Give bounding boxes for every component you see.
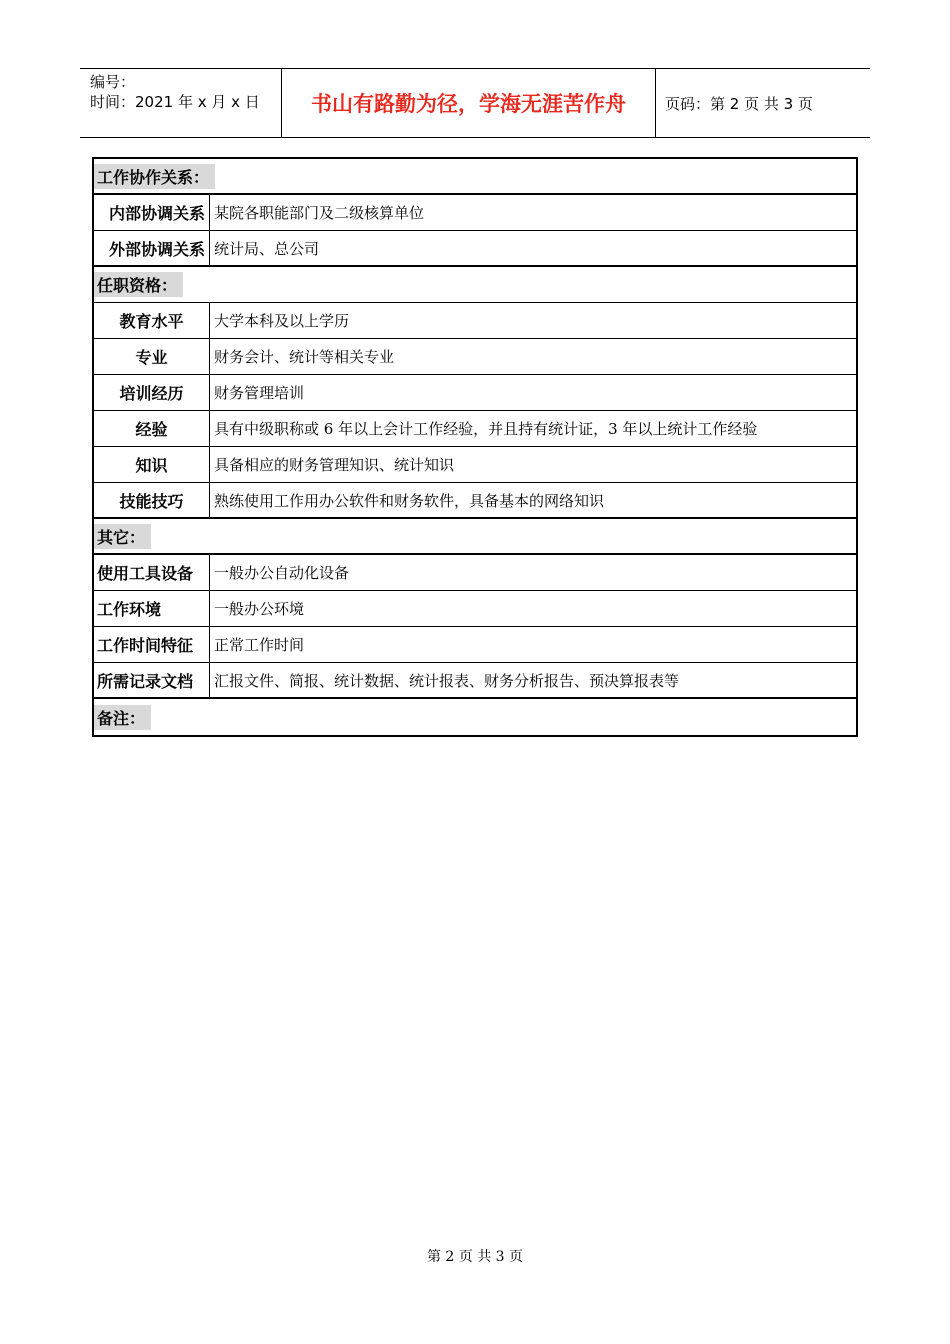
table-row bbox=[94, 591, 856, 627]
row-value: 财务会计、统计等相关专业 bbox=[214, 348, 395, 366]
row-label: 外部协调关系 bbox=[94, 231, 210, 265]
row-label: 培训经历 bbox=[94, 375, 210, 410]
section-title: 其它： bbox=[94, 524, 151, 549]
row-label: 使用工具设备 bbox=[94, 555, 210, 590]
job-description-table bbox=[92, 157, 858, 737]
section-title: 工作协作关系： bbox=[94, 164, 215, 189]
section-title: 备注： bbox=[94, 705, 151, 730]
row-label: 内部协调关系 bbox=[94, 195, 210, 230]
header-motto bbox=[281, 69, 656, 137]
row-label: 工作环境 bbox=[94, 591, 210, 626]
table-row bbox=[94, 303, 856, 339]
row-label: 所需记录文档 bbox=[94, 663, 210, 697]
row-value: 具有中级职称或 6 年以上会计工作经验，并且持有统计证，3 年以上统计工作经验 bbox=[214, 420, 758, 438]
table-row bbox=[94, 627, 856, 663]
table-row bbox=[94, 195, 856, 231]
section-title: 任职资格： bbox=[94, 272, 183, 297]
section-header-coordination bbox=[94, 159, 856, 195]
table-row bbox=[94, 375, 856, 411]
row-label: 技能技巧 bbox=[94, 483, 210, 517]
row-label: 经验 bbox=[94, 411, 210, 446]
header-page-info: 页码：第 2 页 共 3 页 bbox=[665, 94, 813, 113]
table-row bbox=[94, 663, 856, 699]
row-value: 财务管理培训 bbox=[214, 384, 305, 402]
motto-text: 书山有路勤为径，学海无涯苦作舟 bbox=[311, 92, 626, 116]
table-row bbox=[94, 411, 856, 447]
row-value: 某院各职能部门及二级核算单位 bbox=[214, 204, 425, 222]
row-value: 熟练使用工作用办公软件和财务软件，具备基本的网络知识 bbox=[214, 491, 605, 510]
table-row bbox=[94, 555, 856, 591]
page-footer: 第 2 页 共 3 页 bbox=[426, 1249, 524, 1265]
table-row bbox=[94, 483, 856, 519]
section-header-qualifications bbox=[94, 267, 856, 303]
row-value: 正常工作时间 bbox=[214, 636, 305, 654]
row-label: 教育水平 bbox=[94, 303, 210, 338]
row-label: 知识 bbox=[94, 447, 210, 482]
row-value: 一般办公自动化设备 bbox=[214, 564, 350, 582]
row-value: 汇报文件、简报、统计数据、统计报表、财务分析报告、预决算报表等 bbox=[214, 671, 680, 690]
row-value: 具备相应的财务管理知识、统计知识 bbox=[214, 456, 455, 474]
table-row bbox=[94, 339, 856, 375]
document-header bbox=[80, 68, 870, 138]
section-header-remarks bbox=[94, 699, 856, 735]
row-label: 专业 bbox=[94, 339, 210, 374]
header-meta bbox=[80, 69, 281, 137]
row-value: 一般办公环境 bbox=[214, 600, 305, 618]
table-row bbox=[94, 231, 856, 267]
row-value: 统计局、总公司 bbox=[214, 239, 320, 258]
row-value: 大学本科及以上学历 bbox=[214, 312, 350, 330]
table-row bbox=[94, 447, 856, 483]
date-label: 时间：2021 年 x 月 x 日 bbox=[90, 93, 260, 111]
section-header-other bbox=[94, 519, 856, 555]
row-label: 工作时间特征 bbox=[94, 627, 210, 662]
serial-number-label: 编号： bbox=[90, 73, 136, 91]
